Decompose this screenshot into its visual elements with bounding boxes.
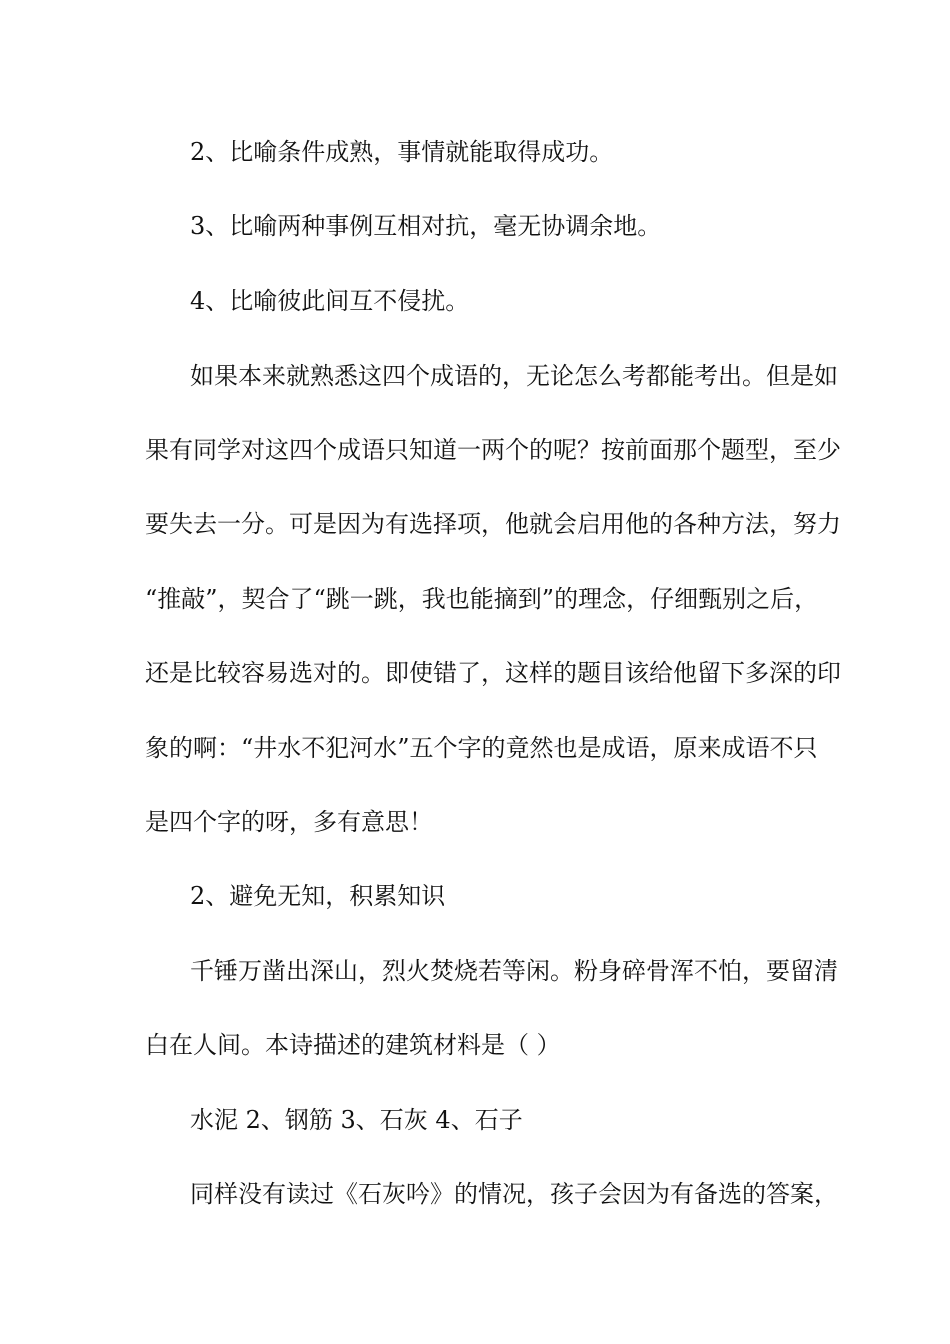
poem-line: 千锤万凿出深山，烈火焚烧若等闲。粉身碎骨浑不怕，要留清 bbox=[190, 957, 838, 985]
meaning-item-3: 3、比喻两种事例互相对抗，毫无协调余地。 bbox=[190, 212, 662, 240]
paragraph-line: 果有同学对这四个成语只知道一两个的呢？按前面那个题型，至少 bbox=[145, 436, 841, 464]
options-line: 水泥 2、钢筋 3、石灰 4、石子 bbox=[190, 1106, 523, 1134]
paragraph-line: 象的啊：“井水不犯河水”五个字的竟然也是成语，原来成语不只 bbox=[145, 734, 818, 762]
meaning-item-4: 4、比喻彼此间互不侵扰。 bbox=[190, 287, 470, 315]
paragraph-line: 同样没有读过《石灰吟》的情况，孩子会因为有备选的答案， bbox=[190, 1180, 838, 1208]
paragraph-line: “推敲”，契合了“跳一跳，我也能摘到”的理念，仔细甄别之后， bbox=[145, 585, 819, 613]
paragraph-line: 要失去一分。可是因为有选择项，他就会启用他的各种方法，努力 bbox=[145, 510, 841, 538]
question-line: 白在人间。本诗描述的建筑材料是（ ） bbox=[145, 1031, 561, 1059]
section-heading: 2、避免无知，积累知识 bbox=[190, 882, 446, 910]
paragraph-line: 如果本来就熟悉这四个成语的，无论怎么考都能考出。但是如 bbox=[190, 362, 838, 390]
meaning-item-2: 2、比喻条件成熟，事情就能取得成功。 bbox=[190, 138, 614, 166]
paragraph-line: 还是比较容易选对的。即使错了，这样的题目该给他留下多深的印 bbox=[145, 659, 841, 687]
paragraph-line: 是四个字的呀，多有意思！ bbox=[145, 808, 433, 836]
